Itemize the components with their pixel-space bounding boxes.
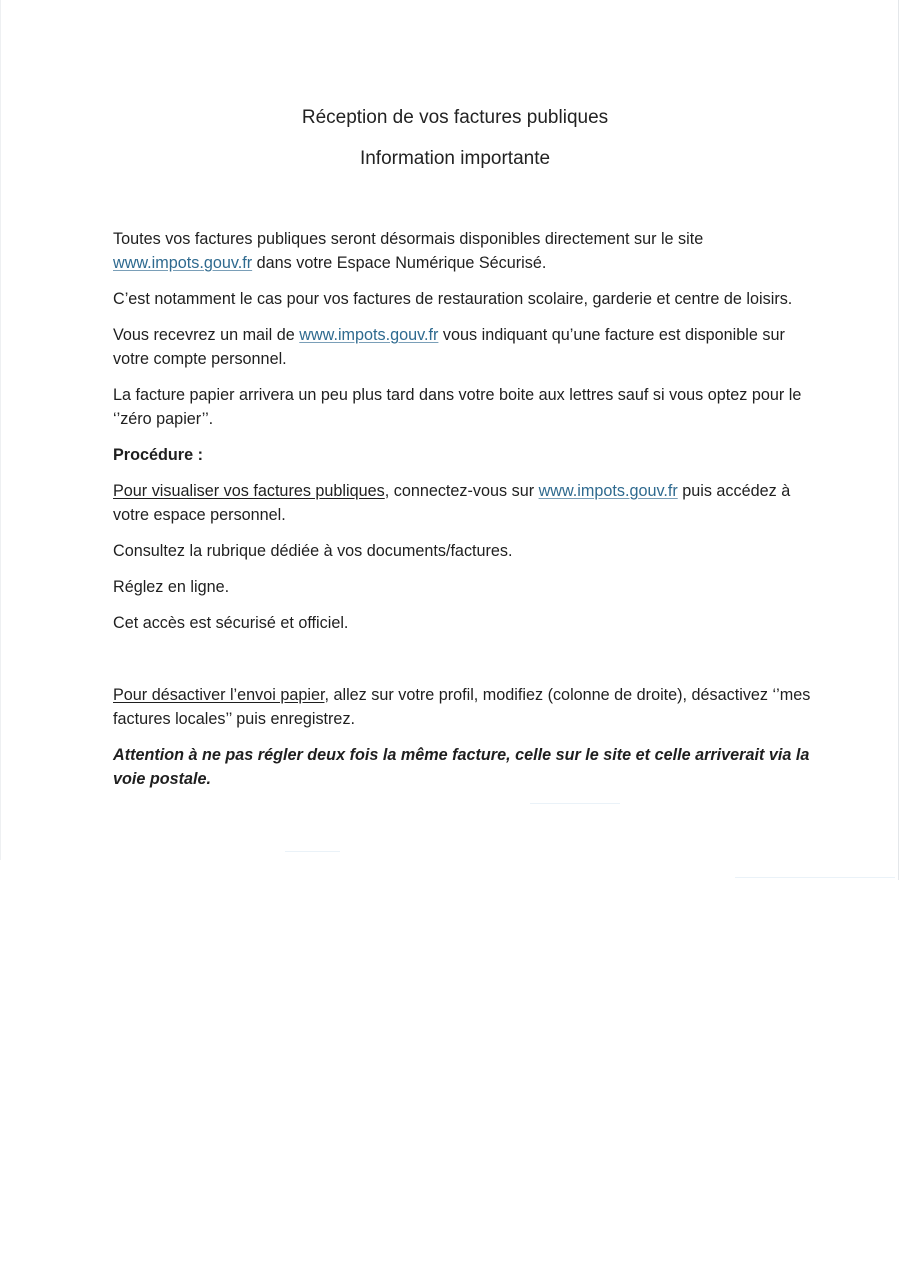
paragraph-text: puis accédez à votre espace personnel.: [113, 482, 791, 524]
document-title: Réception de vos factures publiques: [301, 107, 609, 128]
document-subtitle: Information importante: [359, 148, 551, 169]
document-body: [113, 227, 813, 803]
paragraph-text: , allez sur votre profil, modifiez (colonne de droite), désactivez ‘’mes factures locales’’ puis enregistrez.: [113, 686, 811, 728]
scan-artifact: [285, 851, 340, 852]
paragraph-consult: Consultez la rubrique dédiée à vos documents/factures.: [113, 542, 513, 560]
scan-artifact: [530, 803, 620, 804]
paragraph-secure: Cet accès est sécurisé et officiel.: [113, 614, 349, 632]
paragraph-view-invoices: [113, 479, 813, 527]
impots-link[interactable]: www.impots.gouv.fr: [538, 482, 678, 500]
impots-link[interactable]: www.impots.gouv.fr: [299, 326, 439, 344]
paragraph-pay-online: Réglez en ligne.: [113, 578, 230, 596]
underlined-phrase: Pour désactiver l’envoi papier: [113, 686, 325, 704]
underlined-phrase: Pour visualiser vos factures publiques: [113, 482, 385, 500]
procedure-heading: Procédure :: [113, 446, 203, 464]
paragraph-text: vous indiquant qu’une facture est disponible sur votre compte personnel.: [113, 326, 785, 368]
paragraph-text: , connectez-vous sur: [384, 482, 539, 500]
paragraph-scope: C’est notamment le cas pour vos factures de restauration scolaire, garderie et centre de loisirs.: [113, 290, 793, 308]
warning-notice: Attention à ne pas régler deux fois la même facture, celle sur le site et celle arriverait via la voie postale.: [113, 746, 810, 788]
paragraph-text: Vous recevrez un mail de: [113, 326, 300, 344]
impots-link[interactable]: www.impots.gouv.fr: [113, 254, 253, 272]
page-edge-left: [0, 0, 1, 860]
paragraph-text: dans votre Espace Numérique Sécurisé.: [252, 254, 547, 272]
paragraph-text: Toutes vos factures publiques seront désormais disponibles directement sur le site: [113, 230, 704, 248]
paragraph-paper: La facture papier arrivera un peu plus tard dans votre boite aux lettres sauf si vous optez pour le ‘’zéro papier’’.: [113, 386, 802, 428]
page-edge-right: [898, 0, 899, 880]
paragraph-availability: [113, 227, 813, 275]
spacer: [113, 647, 813, 683]
paragraph-email: [113, 323, 813, 371]
paragraph-disable-paper: [113, 683, 813, 731]
scan-artifact: [735, 877, 895, 878]
